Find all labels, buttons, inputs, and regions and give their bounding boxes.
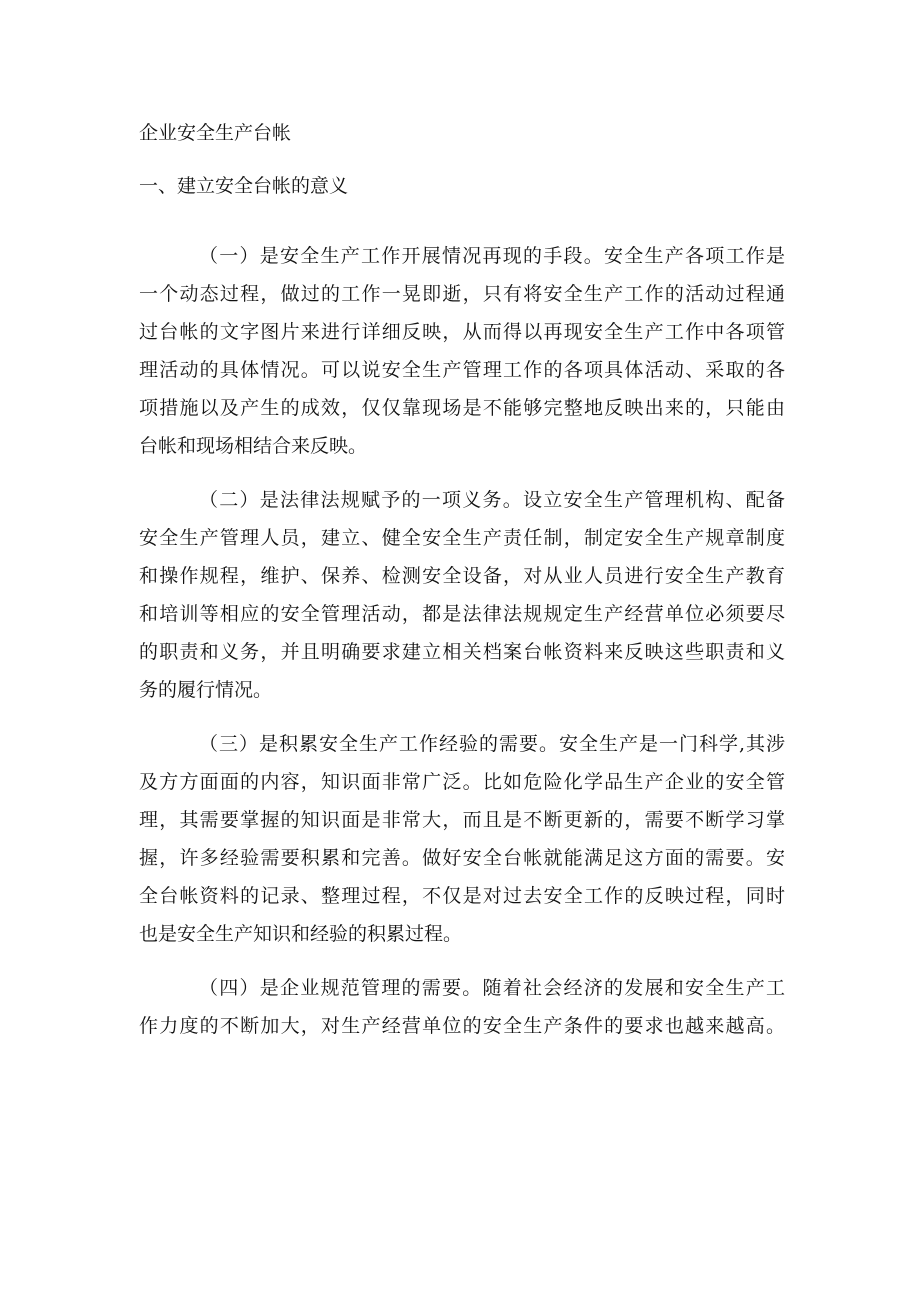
paragraph-line: 理活动的具体情况。可以说安全生产管理工作的各项具体活动、采取的各 bbox=[139, 359, 785, 381]
paragraph-line: 作力度的不断加大，对生产经营单位的安全生产条件的要求也越来越高。 bbox=[139, 1015, 785, 1037]
paragraph-line: 过台帐的文字图片来进行详细反映，从而得以再现安全生产工作中各项管 bbox=[139, 321, 785, 343]
paragraph-line: （二）是法律法规赋予的一项义务。设立安全生产管理机构、配备 bbox=[199, 489, 785, 511]
document-body bbox=[139, 237, 785, 1061]
paragraph-line: （四）是企业规范管理的需要。随着社会经济的发展和安全生产工 bbox=[199, 977, 785, 999]
paragraph-line: 握，许多经验需要积累和完善。做好安全台帐就能满足这方面的需要。安 bbox=[139, 847, 785, 869]
paragraph-line: 也是安全生产知识和经验的积累过程。 bbox=[139, 923, 463, 945]
paragraph-line: 理，其需要掌握的知识面是非常大，而且是不断更新的，需要不断学习掌 bbox=[139, 809, 785, 831]
paragraph-line: 项措施以及产生的成效，仅仅靠现场是不能够完整地反映出来的，只能由 bbox=[139, 397, 785, 419]
paragraph-line: （三）是积累安全生产工作经验的需要。安全生产是一门科学,其涉 bbox=[199, 733, 785, 755]
paragraph-line: 和操作规程，维护、保养、检测安全设备，对从业人员进行安全生产教育 bbox=[139, 565, 785, 587]
paragraph-3 bbox=[139, 725, 785, 953]
paragraph-line: 及方方面面的内容，知识面非常广泛。比如危险化学品生产企业的安全管 bbox=[139, 771, 785, 793]
paragraph-line: （一）是安全生产工作开展情况再现的手段。安全生产各项工作是 bbox=[199, 245, 785, 267]
document-title: 企业安全生产台帐 bbox=[139, 122, 292, 144]
section-heading: 一、建立安全台帐的意义 bbox=[139, 175, 349, 197]
paragraph-line: 台帐和现场相结合来反映。 bbox=[139, 435, 368, 457]
paragraph-2 bbox=[139, 481, 785, 709]
paragraph-line: 的职责和义务，并且明确要求建立相关档案台帐资料来反映这些职责和义 bbox=[139, 641, 785, 663]
paragraph-1 bbox=[139, 237, 785, 465]
paragraph-line: 全台帐资料的记录、整理过程，不仅是对过去安全工作的反映过程，同时 bbox=[139, 885, 785, 907]
paragraph-line: 和培训等相应的安全管理活动，都是法律法规规定生产经营单位必须要尽 bbox=[139, 603, 785, 625]
paragraph-line: 务的履行情况。 bbox=[139, 679, 273, 701]
paragraph-line: 安全生产管理人员，建立、健全安全生产责任制，制定安全生产规章制度 bbox=[139, 527, 785, 549]
paragraph-line: 一个动态过程，做过的工作一晃即逝，只有将安全生产工作的活动过程通 bbox=[139, 283, 785, 305]
paragraph-4 bbox=[139, 969, 785, 1045]
